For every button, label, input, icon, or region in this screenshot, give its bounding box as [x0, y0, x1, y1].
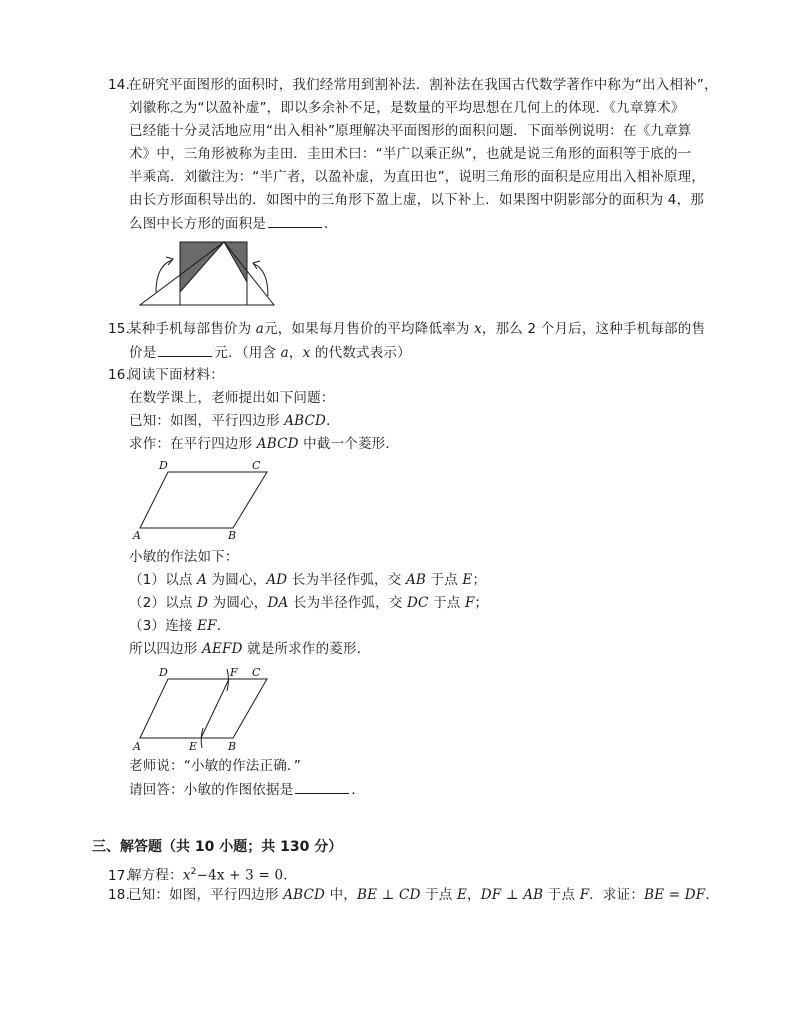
question-text-line: 术》中，三角形被称为圭田．圭田术曰：“半广以乘正纵”，也就是说三角形的面积等于底的一 [129, 146, 692, 162]
label-d: D [159, 459, 168, 472]
question-text: 于点 [420, 887, 457, 903]
question-text: 某种手机每部售价为 [128, 321, 256, 337]
step-number: （2） [129, 595, 166, 611]
variable: AB [405, 572, 427, 588]
variable: E [456, 887, 468, 903]
punctuation: ， [288, 345, 303, 361]
question-text: 中， [325, 887, 357, 903]
variable: E [462, 572, 473, 588]
question-number: 15. [108, 321, 131, 337]
step-text: 长为半径作弧，交 [288, 595, 408, 611]
question-text-line: 半乘高．刘徽注为：“半广者，以盈补虚，为直田也”，说明三角形的面积是应用出入相补原理， [129, 169, 706, 185]
label-a: A [133, 529, 141, 540]
answer-blank [268, 213, 322, 228]
variable-aefd: AEFD [202, 641, 243, 657]
label-b: B [228, 740, 237, 752]
step-text: 为圆心， [207, 572, 267, 588]
question-text: 就是所求作的菱形． [242, 641, 371, 657]
construction-step-3 [129, 616, 230, 636]
question-text: 已知：如图，平行四边形 [128, 887, 284, 903]
right-arrow-icon [254, 264, 268, 296]
punctuation: ， [467, 887, 481, 903]
question-text: 求作：在平行四边形 [129, 436, 257, 452]
step-number: （3） [129, 618, 166, 634]
step-number: （1） [129, 572, 166, 588]
variable-abcd: ABCD [256, 436, 299, 452]
step-text: 以点 [165, 572, 198, 588]
parallelogram-abcd [140, 472, 267, 528]
variable-x: x [302, 345, 311, 361]
parallelogram-figure [130, 458, 275, 540]
variable: EF [197, 618, 217, 634]
step-text: 为圆心， [208, 595, 268, 611]
construction-step-2 [129, 593, 488, 613]
rhombus-construction-figure [130, 664, 275, 752]
shaded-left-corner [180, 242, 224, 292]
variable: D [197, 595, 209, 611]
variable-abcd: ABCD [284, 413, 327, 429]
label-c: C [252, 459, 261, 472]
question-text: 元，如果每月售价的平均降低率为 [264, 321, 475, 337]
step-text: 连接 [165, 618, 198, 634]
question-17 [108, 862, 297, 886]
question-text: 已知：如图，平行四边形 [129, 413, 285, 429]
punctuation: ． [216, 618, 231, 634]
question-text: 价是 [129, 345, 157, 361]
exponent: 2 [190, 867, 197, 877]
variable: DF ⊥ AB [480, 887, 544, 903]
variable-x: x [474, 321, 482, 337]
step-text: 于点 [428, 595, 465, 611]
question-number: 14. [108, 77, 131, 93]
question-text: 中截一个菱形． [298, 436, 400, 452]
answer-blank [158, 342, 212, 357]
punctuation: ． [705, 887, 720, 903]
question-text-line: 么图中长方形的面积是 [129, 216, 266, 232]
label-d: D [159, 666, 168, 679]
question-18 [108, 885, 719, 905]
variable-a: a [280, 345, 289, 361]
question-text: 小敏的作法如下： [129, 549, 239, 565]
arc-at-f [227, 669, 229, 691]
variable: BE ⊥ CD [356, 887, 421, 903]
variable: AD [266, 572, 288, 588]
answer-blank [295, 779, 349, 794]
question-text-line: 由长方形面积导出的．如图中的三角形下盈上虚，以下补上．如果图中阴影部分的面积为 4，那 [129, 192, 704, 208]
step-text: 长为半径作弧，交 [287, 572, 406, 588]
variable: DC [407, 595, 429, 611]
question-number: 17. [108, 867, 131, 884]
question-text: ．求证： [589, 887, 645, 903]
question-text: 请回答：小敏的作图依据是 [129, 782, 294, 798]
punctuation: ； [474, 595, 489, 611]
label-c: C [252, 666, 261, 679]
construction-step-1 [129, 570, 486, 590]
label-e: E [189, 740, 198, 752]
section-heading: 三、解答题（共 10 小题；共 130 分） [92, 839, 343, 855]
punctuation: ． [351, 782, 366, 798]
label-f: F [230, 666, 238, 679]
question-text: 在数学课上，老师提出如下问题： [129, 390, 335, 406]
question-text-line: 在研究平面图形的面积时，我们经常用到割补法．割补法在我国古代数学著作中称为“出入相补”， [128, 77, 718, 93]
equation-rest: −4x + 3 = 0． [196, 867, 297, 884]
variable: DA [267, 595, 289, 611]
variable: A [197, 572, 208, 588]
question-title: 阅读下面材料： [128, 367, 224, 383]
equation-variable: x [182, 867, 191, 884]
question-text-line: 已经能十分灵活地应用“出入相补”原理解决平面图形的面积问题．下面举例说明：在《九章算 [129, 123, 692, 139]
question-text: 解方程： [128, 867, 183, 884]
segment-ef [201, 679, 229, 738]
variable: BE = DF [644, 887, 706, 903]
variable: F [579, 887, 590, 903]
variable: F [464, 595, 475, 611]
shaded-right-corner [224, 242, 247, 282]
parallelogram-abcd [140, 679, 267, 738]
teacher-comment: 老师说：“小敏的作法正确．” [129, 758, 302, 774]
punctuation: ． [326, 413, 340, 429]
question-text: ，那么 2 个月后，这种手机每部的售 [481, 321, 706, 337]
step-text: 以点 [165, 595, 198, 611]
triangle-rectangle-figure [136, 236, 278, 310]
question-number: 16. [108, 367, 131, 383]
punctuation: ． [324, 216, 338, 232]
step-text: 于点 [426, 572, 463, 588]
variable: ABCD [283, 887, 326, 903]
question-number: 18. [108, 887, 131, 903]
question-text: 所以四边形 [129, 641, 202, 657]
label-b: B [228, 529, 237, 540]
variable-a: a [255, 321, 265, 337]
question-text: 于点 [543, 887, 580, 903]
label-a: A [133, 740, 141, 752]
question-text-line: 刘徽称之为“以盈补虚”，即以多余补不足，是数量的平均思想在几何上的体现．《九章算术》 [129, 100, 685, 116]
question-text: 的代数式表示） [310, 345, 411, 361]
question-text: 元．（用含 [214, 345, 281, 361]
punctuation: ； [472, 572, 487, 588]
